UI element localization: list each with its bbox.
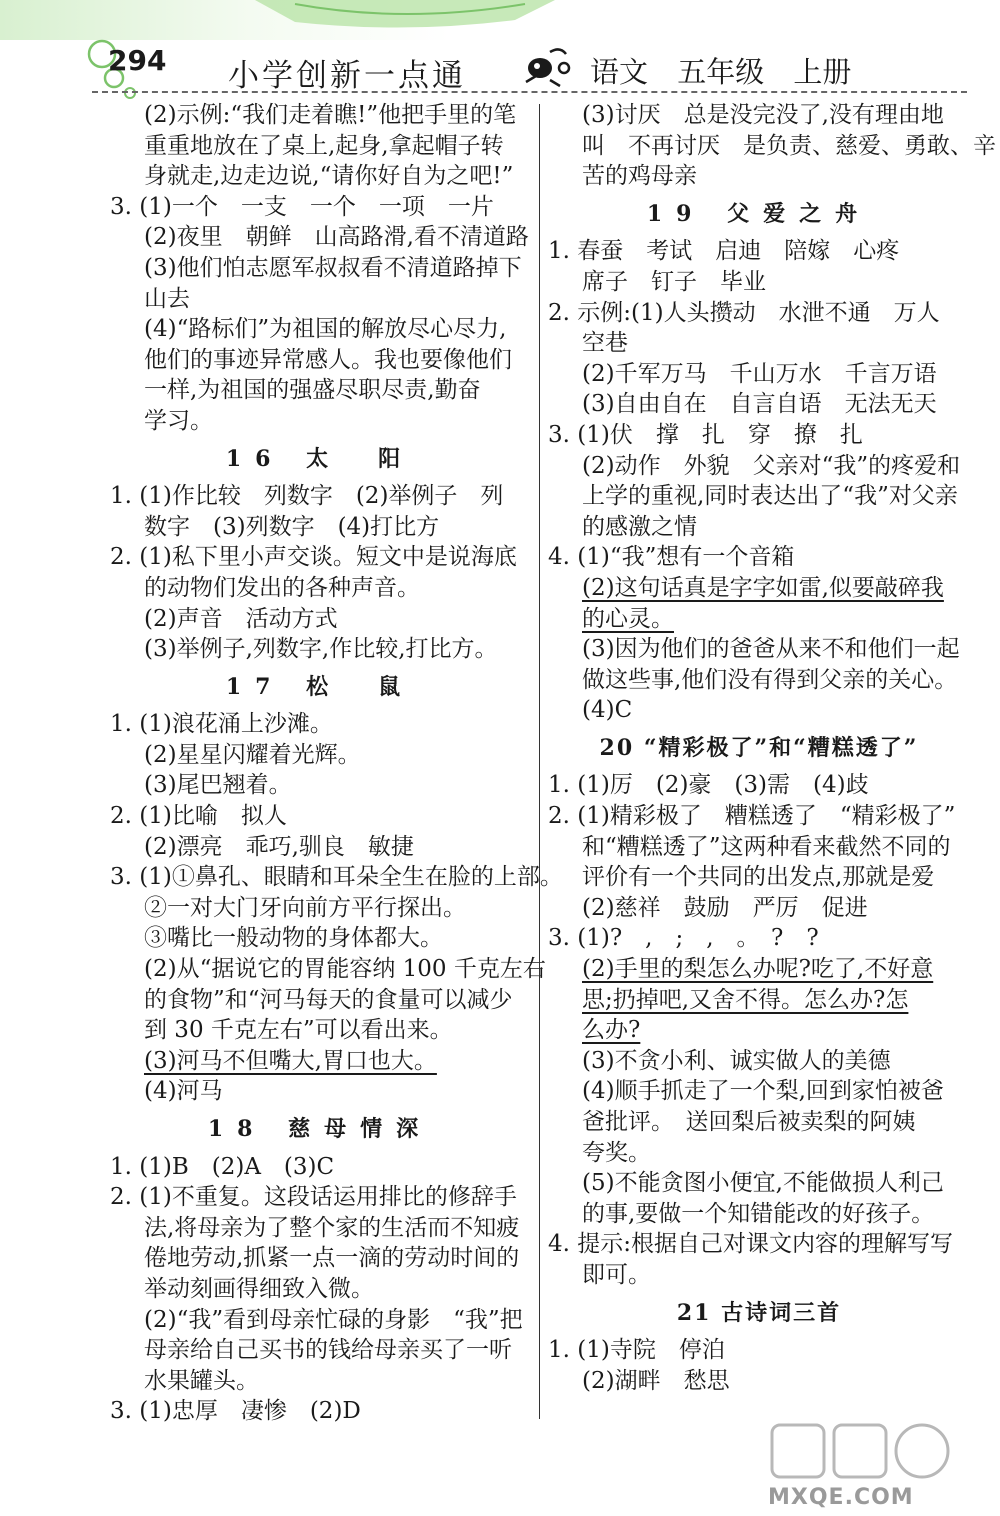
answer-line: 的动物们发出的各种声音。 — [144, 574, 420, 601]
answer-line: 3. (1)? , ; , 。 ? ? — [548, 925, 819, 952]
answer-line: 1. (1)厉 (2)豪 (3)需 (4)歧 — [548, 772, 869, 799]
answer-line: 空巷 — [582, 330, 628, 357]
answer-line: 1. 春蚕 考试 启迪 陪嫁 心疼 — [548, 238, 900, 265]
answer-line — [548, 954, 970, 985]
answer-line — [548, 985, 970, 1016]
answer-line: (2)漂亮 乖巧,驯良 敏捷 — [144, 833, 414, 860]
answer-line: (2)湖畔 愁思 — [582, 1367, 730, 1394]
answer-line: (3)他们怕志愿军叔叔看不清道路掉下 — [144, 254, 522, 281]
answer-line: 3. (1)一个 一支 一个 一项 一片 — [110, 193, 494, 220]
answer-line: 水果罐头。 — [144, 1367, 259, 1394]
answer-line: 2. (1)比喻 拟人 — [110, 803, 287, 830]
answer-line: (2)动作 外貌 父亲对“我”的疼爱和 — [582, 452, 961, 479]
answer-line: (4)河马 — [144, 1078, 223, 1105]
answer-line: (2)星星闪耀着光辉。 — [144, 741, 361, 768]
answer-line: 3. (1)①鼻孔、眼睛和耳朵全生在脸的上部。 — [110, 864, 563, 891]
watermark — [768, 1415, 988, 1510]
underlined-answer: 思;扔掉吧,又舍不得。怎么办?怎 — [582, 986, 909, 1013]
answer-line: 身就走,边走边说,“请你好自为之吧!” — [144, 163, 514, 190]
answer-line: 倦地劳动,抓紧一点一滴的劳动时间的 — [144, 1245, 520, 1272]
answer-line: 山去 — [144, 285, 190, 312]
answer-line — [548, 573, 970, 604]
section-heading: 21 古诗词三首 — [676, 1299, 842, 1326]
section-heading: 18 慈母情深 — [207, 1116, 433, 1142]
answer-line: (2)慈祥 鼓励 严厉 促进 — [582, 894, 868, 921]
answer-line: 的食物”和“河马每天的食量可以减少 — [144, 986, 513, 1013]
answer-line: (2)千军万马 千山万水 千言万语 — [582, 360, 937, 387]
answer-line: 的事,要做一个知错能改的好孩子。 — [582, 1200, 935, 1227]
answer-line: (4)C — [582, 697, 633, 724]
answer-line: (3)尾巴翘着。 — [144, 772, 292, 799]
underlined-answer: 的心灵。 — [582, 605, 674, 632]
answer-line: (3)讨厌 总是没完没了,没有理由地 — [582, 102, 944, 128]
answer-line: ②一对大门牙向前方平行探出。 — [144, 894, 466, 921]
answer-line: 2. (1)不重复。这段话运用排比的修辞手 — [110, 1184, 517, 1211]
answer-line: (4)顺手抓走了一个梨,回到家怕被爸 — [582, 1078, 944, 1105]
answer-line: (2)从“据说它的胃能容纳 100 千克左右 — [144, 956, 546, 983]
answer-line: 2. 示例:(1)人头攒动 水泄不通 万人 — [548, 299, 940, 326]
mascot-icon — [520, 42, 576, 88]
right-column — [548, 100, 996, 1396]
answer-line: 3. (1)忠厚 凄惨 (2)D — [110, 1398, 361, 1425]
answer-line: 他们的事迹异常感人。我也要像他们 — [144, 346, 512, 373]
answer-line: 的感激之情 — [582, 513, 697, 540]
answer-line: ③嘴比一般动物的身体都大。 — [144, 925, 443, 952]
answer-line: (2)示例:“我们走着瞧!”他把手里的笔 — [144, 102, 517, 128]
watermark-logo-icon — [768, 1415, 968, 1485]
answer-line: 1. (1)浪花涌上沙滩。 — [110, 711, 333, 738]
answer-line: 2. (1)私下里小声交谈。短文中是说海底 — [110, 544, 517, 571]
underlined-answer: 么办? — [582, 1017, 641, 1044]
answer-line: 叫 不再讨厌 是负责、慈爱、勇敢、辛 — [582, 132, 996, 159]
page-number: 294 — [108, 44, 167, 77]
answer-line: (2)“我”看到母亲忙碌的身影 “我”把 — [144, 1306, 523, 1333]
section-heading: 19 父爱之舟 — [646, 200, 872, 227]
book-title: 小学创新一点通 — [228, 58, 466, 94]
answer-line: 1. (1)寺院 停泊 — [548, 1337, 725, 1364]
answer-line: 爸批评。 送回梨后被卖梨的阿姨 — [582, 1109, 916, 1135]
header-dashed-rule — [92, 91, 967, 93]
answer-line: 苦的鸡母亲 — [582, 163, 697, 190]
answer-line: 2. (1)精彩极了 糟糕透了 “精彩极了” — [548, 803, 956, 830]
answer-line: 4. (1)“我”想有一个音箱 — [548, 544, 795, 571]
section-heading: 20 “精彩极了”和“糟糕透了” — [599, 734, 919, 761]
answer-line: 1. (1)作比较 列数字 (2)举例子 列 — [110, 483, 504, 510]
watermark-site: MXQE.COM — [768, 1485, 914, 1510]
underlined-answer: (2)这句话真是字字如雷,似要敲碎我 — [582, 574, 944, 601]
answer-line: 举动刻画得细致入微。 — [144, 1275, 374, 1302]
answer-line — [548, 1015, 970, 1046]
answer-line: (3)自由自在 自言自语 无法无天 — [582, 391, 937, 418]
left-column — [110, 100, 563, 1427]
answer-line: 3. (1)伏 撑 扎 穿 撩 扎 — [548, 421, 863, 448]
answer-line: 母亲给自己买书的钱给母亲买了一听 — [144, 1337, 512, 1364]
answer-line: 席子 钉子 毕业 — [582, 268, 766, 295]
answer-line: (3)因为他们的爸爸从来不和他们一起 — [582, 636, 960, 663]
answer-line: (3)不贪小利、诚实做人的美德 — [582, 1047, 891, 1074]
answer-line: 学习。 — [144, 407, 213, 434]
answer-line: (2)夜里 朝鲜 山高路滑,看不清道路 — [144, 224, 529, 251]
underlined-answer: (2)手里的梨怎么办呢?吃了,不好意 — [582, 956, 934, 983]
decorative-leaf-banner — [255, 0, 555, 28]
answer-line: 即可。 — [582, 1261, 651, 1288]
section-heading: 16 太 阳 — [225, 445, 415, 472]
answer-line: 和“糟糕透了”这两种看来截然不同的 — [582, 833, 951, 860]
answer-line: 到 30 千克左右”可以看出来。 — [144, 1017, 453, 1044]
answer-line: 上学的重视,同时表达出了“我”对父亲 — [582, 483, 958, 510]
answer-line: 4. 提示:根据自己对课文内容的理解写写 — [548, 1231, 954, 1258]
answer-line: 数字 (3)列数字 (4)打比方 — [144, 513, 440, 540]
answer-line: (5)不能贪图小便宜,不能做损人利己 — [582, 1170, 944, 1197]
answer-line: 夸奖。 — [582, 1139, 651, 1166]
answer-line: (4)“路标们”为祖国的解放尽心尽力, — [144, 316, 507, 343]
answer-line: 重重地放在了桌上,起身,拿起帽子转 — [144, 132, 504, 159]
answer-line: (3)举例子,列数字,作比较,打比方。 — [144, 636, 498, 663]
page-header — [0, 36, 1000, 96]
answer-line: 法,将母亲为了整个家的生活而不知疲 — [144, 1214, 520, 1241]
subject-grade-volume: 语文 五年级 上册 — [590, 55, 852, 89]
answer-line: 做这些事,他们没有得到父亲的关心。 — [582, 666, 958, 693]
underlined-answer: (3)河马不但嘴大,胃口也大。 — [144, 1047, 437, 1074]
column-divider — [539, 104, 540, 1419]
answer-line: (2)声音 活动方式 — [144, 605, 338, 632]
section-heading: 17 松 鼠 — [225, 673, 415, 700]
answer-line: 评价有一个共同的出发点,那就是爱 — [582, 864, 935, 891]
answer-line: 一样,为祖国的强盛尽职尽责,勤奋 — [144, 377, 481, 404]
answer-line: 1. (1)B (2)A (3)C — [110, 1153, 335, 1180]
answer-line — [548, 604, 970, 635]
answer-line — [110, 1046, 530, 1077]
